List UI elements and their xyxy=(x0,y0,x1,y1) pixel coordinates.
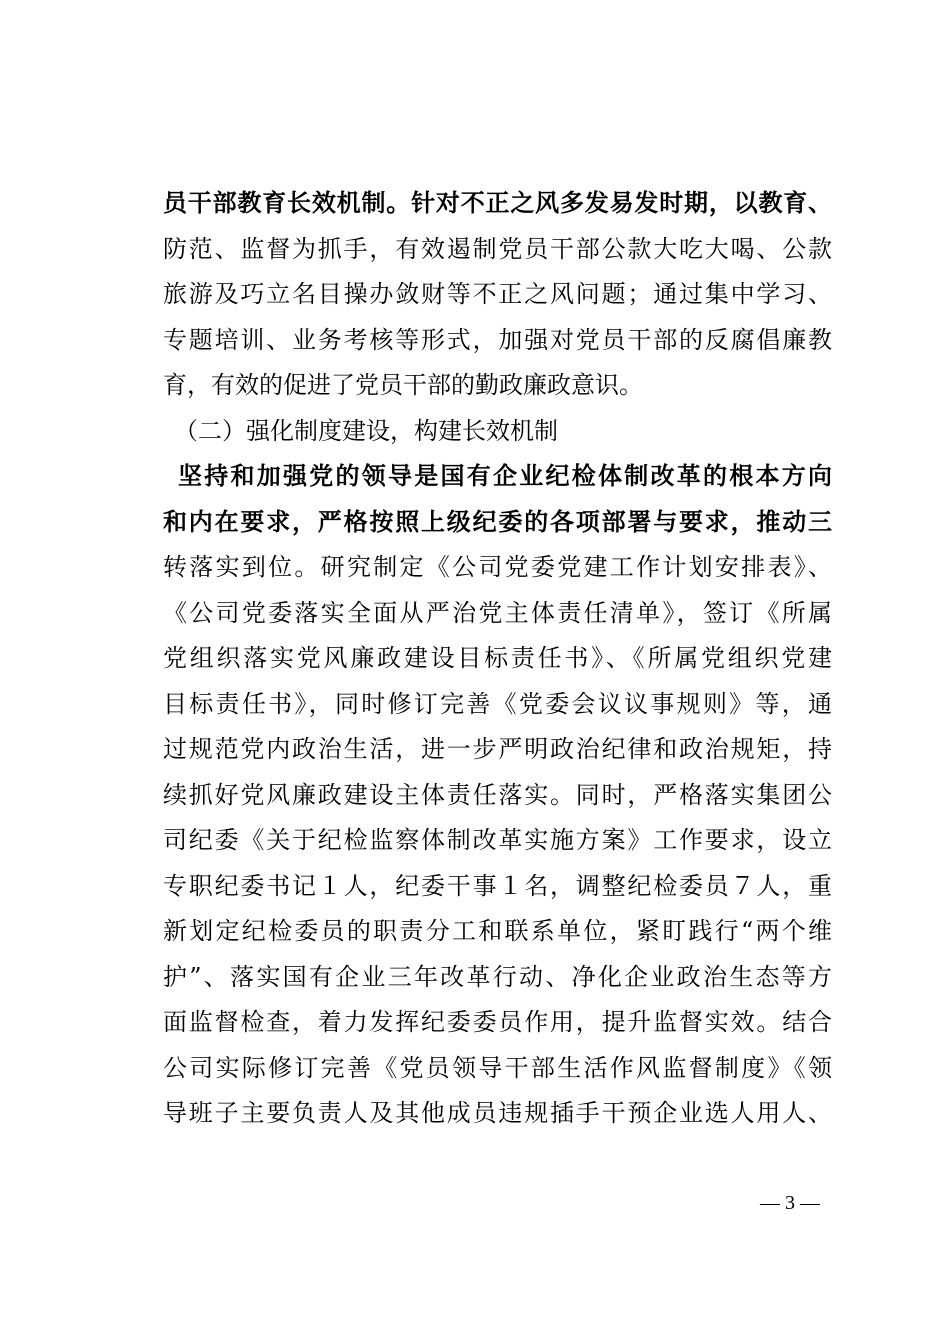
text-line: 过规范党内政治生活，进一步严明政治纪律和政治规矩，持 xyxy=(163,735,834,763)
text-line: 司纪委《关于纪检监察体制改革实施方案》工作要求，设立 xyxy=(163,826,834,854)
text-line: 和内在要求，严格按照上级纪委的各项部署与要求，推动三 xyxy=(163,507,834,536)
text-line: 面监督检查，着力发挥纪委委员作用，提升监督实效。结合 xyxy=(163,1008,834,1036)
text-line: 员干部教育长效机制。针对不正之风多发易发时期，以教育、 xyxy=(163,188,833,217)
text-line: 护”、落实国有企业三年改革行动、净化企业政治生态等方 xyxy=(163,963,835,991)
text-line: 育，有效的促进了党员干部的勤政廉政意识。 xyxy=(163,371,643,399)
text-line: 公司实际修订完善《党员领导干部生活作风监督制度》《领 xyxy=(163,1054,835,1082)
text-line: 党组织落实党风廉政建设目标责任书》、《所属党组织党建 xyxy=(163,644,835,672)
text-line: 《公司党委落实全面从严治党主体责任清单》，签订《所属 xyxy=(163,599,835,627)
text-line: 转落实到位。研究制定《公司党委党建工作计划安排表》、 xyxy=(163,553,835,581)
text-line: （二）强化制度建设，构建长效机制 xyxy=(174,417,558,445)
text-line: 旅游及巧立名目操办敛财等不正之风问题；通过集中学习、 xyxy=(163,280,834,308)
text-line: 专职纪委书记１人，纪委干事１名，调整纪检委员７人，重 xyxy=(163,872,834,900)
text-line: 新划定纪检委员的职责分工和联系单位，紧盯践行“两个维 xyxy=(163,917,835,945)
text-line: 坚持和加强党的领导是国有企业纪检体制改革的根本方向 xyxy=(178,461,835,490)
text-line: 防范、监督为抓手，有效遏制党员干部公款大吃大喝、公款 xyxy=(163,235,834,263)
text-line: 专题培训、业务考核等形式，加强对党员干部的反腐倡廉教 xyxy=(163,326,834,354)
text-line: 目标责任书》，同时修订完善《党委会议议事规则》等，通 xyxy=(163,690,835,718)
text-line: 续抓好党风廉政建设主体责任落实。同时，严格落实集团公 xyxy=(163,781,834,809)
page-number: — 3 — xyxy=(760,1192,820,1214)
text-line: 导班子主要负责人及其他成员违规插手干预企业选人用人、 xyxy=(163,1099,834,1127)
